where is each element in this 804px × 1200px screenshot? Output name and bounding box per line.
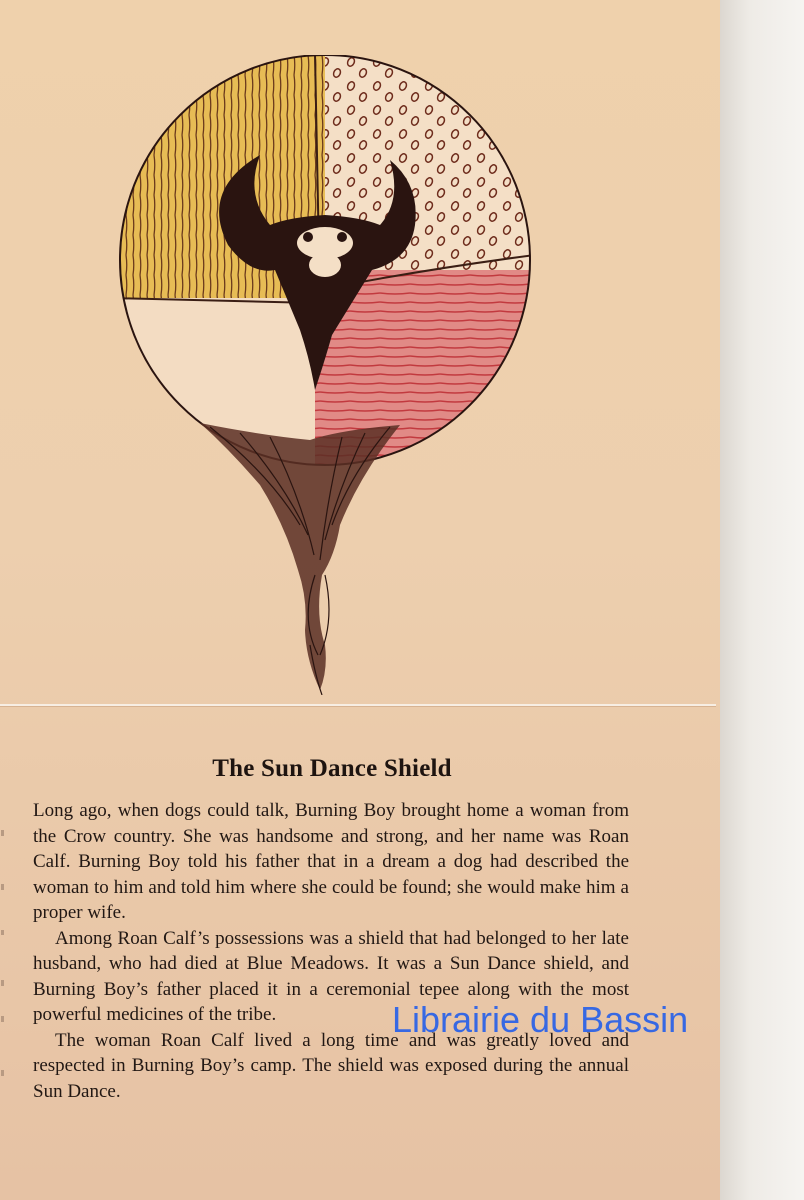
- margin-print-marks: [0, 820, 10, 1120]
- story-text: [33, 798, 629, 1104]
- story-paragraph-1: Long ago, when dogs could talk, Burning Boy brought home a woman from the Crow country. She was handsome and strong, and her name was Roan Calf. Burning Boy told his father that in a dream a dog had described the woman to him and told him where she could be found; she would make him a proper wife.: [33, 800, 629, 923]
- story-paragraph-2: Among Roan Calf’s possessions was a shield that had belonged to her late husband, who had died at Blue Meadows. It was a Sun Dance shield, and Burning Boy’s father placed it in a ceremonial tepee along with the most powerful medicines of the tribe.: [33, 927, 629, 1025]
- page-edge: [720, 0, 804, 1200]
- page-title: The Sun Dance Shield: [212, 754, 452, 782]
- watermark: Librairie du Bassin: [392, 999, 689, 1040]
- story-paragraph-3: The woman Roan Calf lived a long time and was greatly loved and respected in Burning Boy’s camp. The shield was exposed during the annual Sun Dance.: [33, 1029, 629, 1102]
- sun-dance-shield-illustration: [110, 55, 550, 695]
- section-divider: [0, 704, 716, 707]
